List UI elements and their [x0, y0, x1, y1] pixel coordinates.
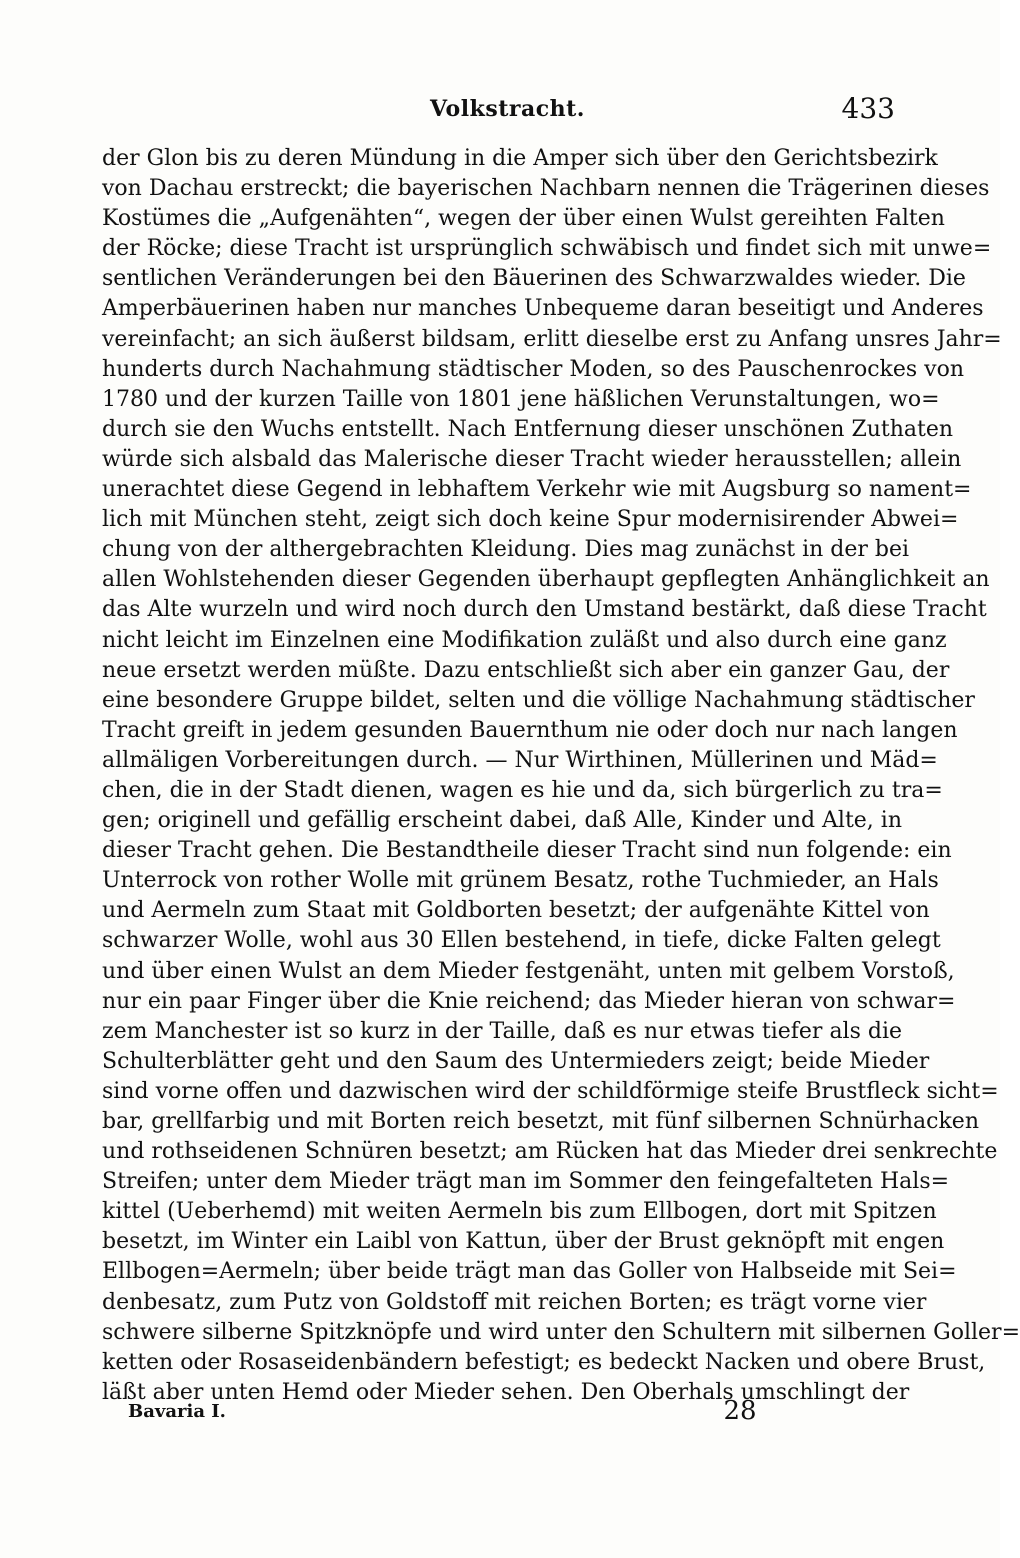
text-line: eine besondere Gruppe bildet, selten und die völlige Nachahmung städtischer [102, 687, 975, 713]
text-line: schwere silberne Spitzknöpfe und wird unter den Schultern mit silbernen Goller= [102, 1319, 1020, 1345]
text-line: hunderts durch Nachahmung städtischer Moden, so des Pauschenrockes von [102, 356, 965, 382]
text-line: und rothseidenen Schnüren besetzt; am Rücken hat das Mieder drei senkrechte [102, 1139, 998, 1165]
text-line: schwarzer Wolle, wohl aus 30 Ellen bestehend, in tiefe, dicke Falten gelegt [102, 928, 941, 954]
text-line: vereinfacht; an sich äußerst bildsam, erlitt dieselbe erst zu Anfang unsres Jahr= [102, 326, 1002, 352]
text-line: sind vorne offen und dazwischen wird der schildförmige steife Brustfleck sicht= [102, 1078, 999, 1104]
text-line: Schulterblätter geht und den Saum des Untermieders zeigt; beide Mieder [102, 1048, 930, 1074]
page-number: 433 [841, 92, 895, 125]
text-line: dieser Tracht gehen. Die Bestandtheile dieser Tracht sind nun folgende: ein [102, 838, 952, 864]
text-line: und über einen Wulst an dem Mieder festgenäht, unten mit gelbem Vorstoß, [102, 958, 955, 984]
text-line: lich mit München steht, zeigt sich doch keine Spur modernisirender Abwei= [102, 507, 959, 533]
text-line: neue ersetzt werden müßte. Dazu entschließt sich aber ein ganzer Gau, der [102, 657, 950, 683]
text-line: chen, die in der Stadt dienen, wagen es hie und da, sich bürgerlich zu tra= [102, 777, 943, 803]
text-line: Tracht greift in jedem gesunden Bauernthum nie oder doch nur nach langen [102, 717, 958, 743]
body-text [102, 144, 1020, 1408]
text-line: zem Manchester ist so kurz in der Taille, daß es nur etwas tiefer als die [102, 1018, 903, 1044]
text-line: nicht leicht im Einzelnen eine Modifikation zuläßt und also durch eine ganz [102, 627, 947, 653]
text-line: durch sie den Wuchs entstellt. Nach Entfernung dieser unschönen Zuthaten [102, 416, 954, 442]
text-line: bar, grellfarbig und mit Borten reich besetzt, mit fünf silbernen Schnürhacken [102, 1109, 979, 1134]
text-line: allen Wohlstehenden dieser Gegenden überhaupt gepflegten Anhänglichkeit an [102, 567, 990, 593]
text-line: Kostümes die „Aufgenähten“, wegen der über einen Wulst gereihten Falten [102, 206, 945, 232]
text-line: allmäligen Vorbereitungen durch. — Nur Wirthinen, Müllerinen und Mäd= [102, 747, 938, 773]
text-line: von Dachau erstreckt; die bayerischen Nachbarn nennen die Trägerinen dieses [102, 176, 990, 202]
text-line: würde sich alsbald das Malerische dieser Tracht wieder herausstellen; allein [102, 446, 962, 472]
text-line: denbesatz, zum Putz von Goldstoff mit reichen Borten; es trägt vorne vier [102, 1289, 927, 1315]
text-line: sentlichen Veränderungen bei den Bäuerinen des Schwarzwaldes wieder. Die [102, 266, 966, 292]
text-line: Unterrock von rother Wolle mit grünem Besatz, rothe Tuchmieder, an Hals [102, 868, 939, 894]
text-line: besetzt, im Winter ein Laibl von Kattun, über der Brust geknöpft mit engen [102, 1229, 945, 1255]
text-line: Streifen; unter dem Mieder trägt man im Sommer den feingefalteten Hals= [102, 1169, 950, 1195]
text-line: unerachtet diese Gegend in lebhaftem Verkehr wie mit Augsburg so nament= [102, 477, 972, 503]
text-line: und Aermeln zum Staat mit Goldborten besetzt; der aufgenähte Kittel von [102, 898, 930, 924]
text-line: läßt aber unten Hemd oder Mieder sehen. Den Oberhals umschlingt der [102, 1379, 910, 1405]
text-line: Amperbäuerinen haben nur manches Unbequeme daran beseitigt und Anderes [102, 296, 984, 322]
text-line: chung von der althergebrachten Kleidung. Dies mag zunächst in der bei [102, 537, 910, 563]
signature-mark: Bavaria I. [128, 1401, 226, 1422]
running-title: Volkstracht. [430, 96, 585, 122]
text-line: nur ein paar Finger über die Knie reichend; das Mieder hieran von schwar= [102, 988, 956, 1014]
signature-number: 28 [723, 1396, 757, 1426]
text-line: das Alte wurzeln und wird noch durch den Umstand bestärkt, daß diese Tracht [102, 597, 987, 623]
text-line: der Röcke; diese Tracht ist ursprünglich schwäbisch und findet sich mit unwe= [102, 236, 992, 262]
text-line: kittel (Ueberhemd) mit weiten Aermeln bis zum Ellbogen, dort mit Spitzen [102, 1199, 937, 1225]
text-line: ketten oder Rosaseidenbändern befestigt; es bedeckt Nacken und obere Brust, [102, 1349, 986, 1375]
text-line: gen; originell und gefällig erscheint dabei, daß Alle, Kinder und Alte, in [102, 808, 903, 834]
text-line: 1780 und der kurzen Taille von 1801 jene häßlichen Verunstaltungen, wo= [102, 386, 940, 412]
text-line: der Glon bis zu deren Mündung in die Amper sich über den Gerichtsbezirk [102, 146, 938, 171]
text-line: Ellbogen=Aermeln; über beide trägt man das Goller von Halbseide mit Sei= [102, 1259, 957, 1285]
